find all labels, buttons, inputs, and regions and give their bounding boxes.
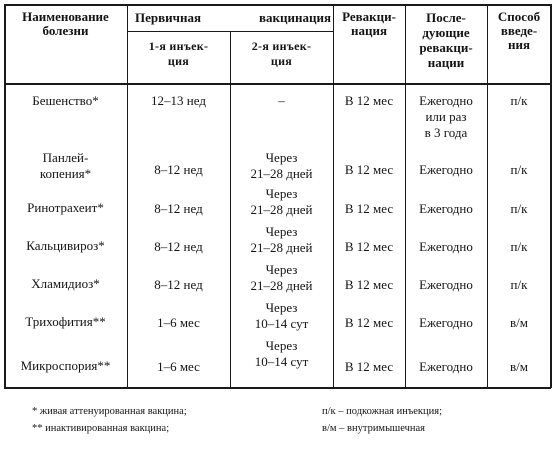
table-row-5-administration-method: п/к	[510, 277, 528, 292]
table-row-2-first-injection: 8–12 нед	[154, 162, 203, 177]
table-row-5-revaccination: В 12 мес	[344, 277, 394, 292]
table-row-1-administration-method: п/к	[510, 93, 528, 108]
table-row-2-administration-method: п/к	[510, 162, 528, 177]
footnote-inactivated-vaccine: ** инактивированная вакцина;	[32, 423, 170, 434]
table-row-4-second-injection: Через 21–28 дней	[250, 224, 313, 255]
table-row-2-second-injection: Через 21–28 дней	[250, 150, 313, 181]
table-row-5-disease-name: Хламидиоз*	[31, 276, 100, 291]
table-row-7-disease-name: Микроспория**	[20, 358, 111, 373]
footnote-subcutaneous: п/к – подкожная инъекция;	[322, 406, 443, 417]
table-row-6-second-injection: Через 10–14 сут	[254, 300, 309, 331]
table-row-2-disease-name: Панлей- копения*	[39, 150, 92, 181]
header-subsequent-revaccinations: После- дующие ревакци- нации	[419, 10, 473, 70]
header-first-injection: 1-я инъек- ция	[148, 39, 209, 68]
table-row-1-revaccination: В 12 мес	[344, 93, 394, 108]
table-row-3-second-injection: Через 21–28 дней	[250, 186, 313, 217]
table-row-6-revaccination: В 12 мес	[344, 315, 394, 330]
table-row-6-first-injection: 1–6 мес	[157, 315, 200, 330]
table-row-2-subsequent-revaccinations: Ежегодно	[419, 162, 473, 177]
table-row-4-administration-method: п/к	[510, 239, 528, 254]
table-row-3-first-injection: 8–12 нед	[154, 201, 203, 216]
table-row-6-disease-name: Трихофития**	[25, 314, 106, 329]
header-primary-right: вакцинация	[259, 9, 331, 25]
header-second-injection: 2-я инъек- ция	[251, 39, 312, 68]
table-row-7-second-injection: Через 10–14 сут	[254, 338, 309, 369]
table-row-6-administration-method: в/м	[510, 315, 528, 330]
table-row-2-revaccination: В 12 мес	[344, 162, 394, 177]
table-row-1-first-injection: 12–13 нед	[151, 93, 206, 108]
table-row-4-disease-name: Кальцивироз*	[26, 238, 105, 253]
table-row-5-subsequent-revaccinations: Ежегодно	[419, 277, 473, 292]
table-row-1-subsequent-revaccinations: Ежегодно или раз в 3 года	[419, 93, 473, 140]
table-row-4-revaccination: В 12 мес	[344, 239, 394, 254]
table-row-3-administration-method: п/к	[510, 201, 528, 216]
header-revaccination: Ревакци- нация	[342, 9, 396, 38]
table-row-6-subsequent-revaccinations: Ежегодно	[419, 315, 473, 330]
header-administration-method: Способ введе- ния	[497, 9, 541, 52]
footnote-intramuscular: в/м – внутримышечная	[322, 423, 426, 434]
table-row-1-disease-name: Бешенство*	[32, 93, 99, 108]
table-row-5-first-injection: 8–12 нед	[154, 277, 203, 292]
table-row-4-subsequent-revaccinations: Ежегодно	[419, 239, 473, 254]
footnote-live-vaccine: * живая аттенуированная вакцина;	[32, 406, 187, 417]
table-row-5-second-injection: Через 21–28 дней	[250, 262, 313, 293]
table-row-3-subsequent-revaccinations: Ежегодно	[419, 201, 473, 216]
table-row-1-second-injection: –	[278, 93, 285, 108]
table-row-7-revaccination: В 12 мес	[344, 359, 394, 374]
table-row-7-first-injection: 1–6 мес	[157, 359, 200, 374]
table-row-4-first-injection: 8–12 нед	[154, 239, 203, 254]
header-primary-left: Первичная	[135, 9, 201, 25]
table-row-3-revaccination: В 12 мес	[344, 201, 394, 216]
table-row-7-subsequent-revaccinations: Ежегодно	[419, 359, 473, 374]
table-row-7-administration-method: в/м	[510, 359, 528, 374]
table-row-3-disease-name: Ринотрахеит*	[27, 200, 104, 215]
header-disease: Наименование болезни	[22, 9, 109, 38]
